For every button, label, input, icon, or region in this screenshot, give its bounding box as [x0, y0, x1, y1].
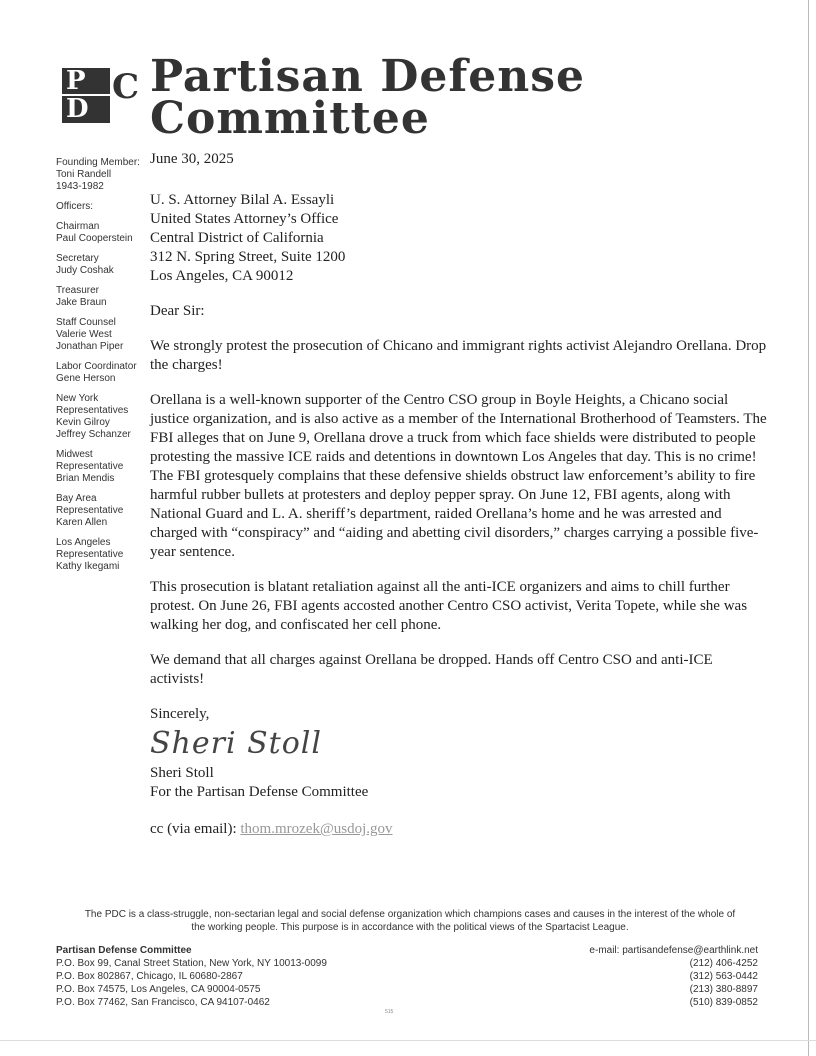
roster-role: Treasurer [56, 285, 99, 296]
signer-title: For the Partisan Defense Committee [150, 784, 369, 800]
roster-role: Los Angeles [56, 537, 111, 548]
footer-phone: (312) 563-0442 [689, 971, 758, 982]
roster-line: Brian Mendis [56, 473, 115, 484]
roster-group [56, 157, 152, 193]
roster-line: Kathy Ikegami [56, 561, 120, 572]
roster-line: Paul Cooperstein [56, 233, 133, 244]
roster-group [56, 285, 152, 309]
roster-role: Founding Member: [56, 157, 140, 168]
pdc-logo [62, 68, 142, 124]
roster-group [56, 317, 152, 353]
address-line: 312 N. Spring Street, Suite 1200 [150, 249, 346, 265]
roster-role: New York [56, 393, 99, 404]
body-paragraph: Orellana is a well-known supporter of the Centro CSO group in Boyle Heights, a Chicano social justice organization, and is also active as a member of the International Brotherhood of Teamsters. The FBI alleges that on June 9, Orellana drove a truck from which face shields were distributed to people protesting the massive ICE raids and detentions in downtown Los Angeles that day. This is no crime! The FBI grotesquely complains that these defensive shields obstruct law enforcement’s ability to fire harmful rubber bullets at protesters and deploy pepper spray. On June 12, FBI agents, along with National Guard and L. A. sheriff’s department, raided Orellana’s home and he was arrested and charged with “conspiracy” and “aiding and abetting civil disorders,” charges carrying a possible five-year sentence. [150, 392, 767, 560]
roster-group [56, 253, 152, 277]
logo-letter-p: P [62, 68, 110, 94]
roster-role: Midwest [56, 449, 93, 460]
cc-email-link[interactable]: thom.mrozek@usdoj.gov [240, 821, 393, 837]
roster-line: Toni Randell [56, 169, 112, 180]
roster-line: Jake Braun [56, 297, 107, 308]
address-line: Los Angeles, CA 90012 [150, 268, 294, 284]
roster-line: Jeffrey Schanzer [56, 429, 131, 440]
roster-line: Jonathan Piper [56, 341, 124, 352]
letter-body [150, 150, 770, 839]
roster-group [56, 361, 152, 385]
letter-date: June 30, 2025 [150, 151, 234, 167]
organization-name [150, 51, 586, 144]
salutation: Dear Sir: [150, 303, 205, 319]
cc-label: cc (via email): [150, 821, 237, 837]
signature-block [150, 705, 770, 839]
body-paragraph: We demand that all charges against Orellana be dropped. Hands off Centro CSO and anti-ICE activists! [150, 652, 713, 687]
body-paragraph: We strongly protest the prosecution of Chicano and immigrant rights activist Alejandro Orellana. Drop the charges! [150, 338, 767, 373]
footer-address-line: P.O. Box 77462, San Francisco, CA 94107-0462 [56, 997, 270, 1008]
footer-phone: (213) 380-8897 [689, 984, 758, 995]
cc-line [150, 820, 770, 839]
roster-role: Bay Area [56, 493, 97, 504]
roster-line: Karen Allen [56, 517, 108, 528]
roster-group [56, 221, 152, 245]
scan-edge-bottom [0, 1040, 816, 1041]
roster-line: Representative [56, 461, 124, 472]
roster-line: Representative [56, 549, 124, 560]
roster-role: Staff Counsel [56, 317, 116, 328]
footer-contacts [560, 944, 758, 1009]
body-paragraph: This prosecution is blatant retaliation against all the anti-ICE organizers and aims to chill further protest. On June 26, FBI agents accosted another Centro CSO activist, Verita Topete, while she was walking her dog, and confiscated her cell phone. [150, 579, 748, 633]
roster-group [56, 537, 152, 573]
footer-address-line: P.O. Box 99, Canal Street Station, New York, NY 10013-0099 [56, 958, 327, 969]
roster-role: Secretary [56, 253, 99, 264]
roster-line: 1943-1982 [56, 181, 104, 192]
roster-line: Valerie West [56, 329, 112, 340]
logo-letter-c: C [112, 67, 140, 107]
roster-role: Labor Coordinator [56, 361, 137, 372]
roster-role: Chairman [56, 221, 100, 232]
roster-group [56, 493, 152, 529]
union-bug-mark: 515 [385, 1009, 394, 1015]
scan-edge-right [808, 0, 809, 1056]
footer-org-title: Partisan Defense Committee [56, 945, 192, 956]
handwritten-signature: Sheri Stoll [150, 726, 322, 761]
roster-group [56, 201, 152, 213]
footer-phone: (510) 839-0852 [689, 997, 758, 1008]
roster-line: Gene Herson [56, 373, 116, 384]
roster-line: Representative [56, 505, 124, 516]
footer-address-line: P.O. Box 74575, Los Angeles, CA 90004-0575 [56, 984, 261, 995]
footer-statement: The PDC is a class-struggle, non-sectarian legal and social defense organization which champions cases and causes in the interest of the whole of the working people. This purpose is in accordance with the political views of the Spartacist League. [84, 909, 736, 933]
footer-email[interactable]: e-mail: partisandefense@earthlink.net [589, 945, 758, 956]
roster-group [56, 393, 152, 441]
roster-line: Representatives [56, 405, 129, 416]
roster-line: Kevin Gilroy [56, 417, 110, 428]
officer-roster-sidebar [56, 157, 152, 581]
address-line: U. S. Attorney Bilal A. Essayli [150, 192, 335, 208]
roster-role: Officers: [56, 201, 94, 212]
footer-addresses [56, 944, 327, 1009]
closing: Sincerely, [150, 706, 210, 722]
roster-group [56, 449, 152, 485]
org-name-line-2: Committee [150, 93, 430, 144]
footer-phone: (212) 406-4252 [689, 958, 758, 969]
roster-line: Judy Coshak [56, 265, 114, 276]
signer-name: Sheri Stoll [150, 765, 214, 781]
logo-letter-d: D [62, 96, 110, 123]
address-line: Central District of California [150, 230, 324, 246]
org-name-line-1: Partisan Defense [150, 51, 586, 102]
footer-address-line: P.O. Box 802867, Chicago, IL 60680-2867 [56, 971, 243, 982]
address-line: United States Attorney’s Office [150, 211, 339, 227]
